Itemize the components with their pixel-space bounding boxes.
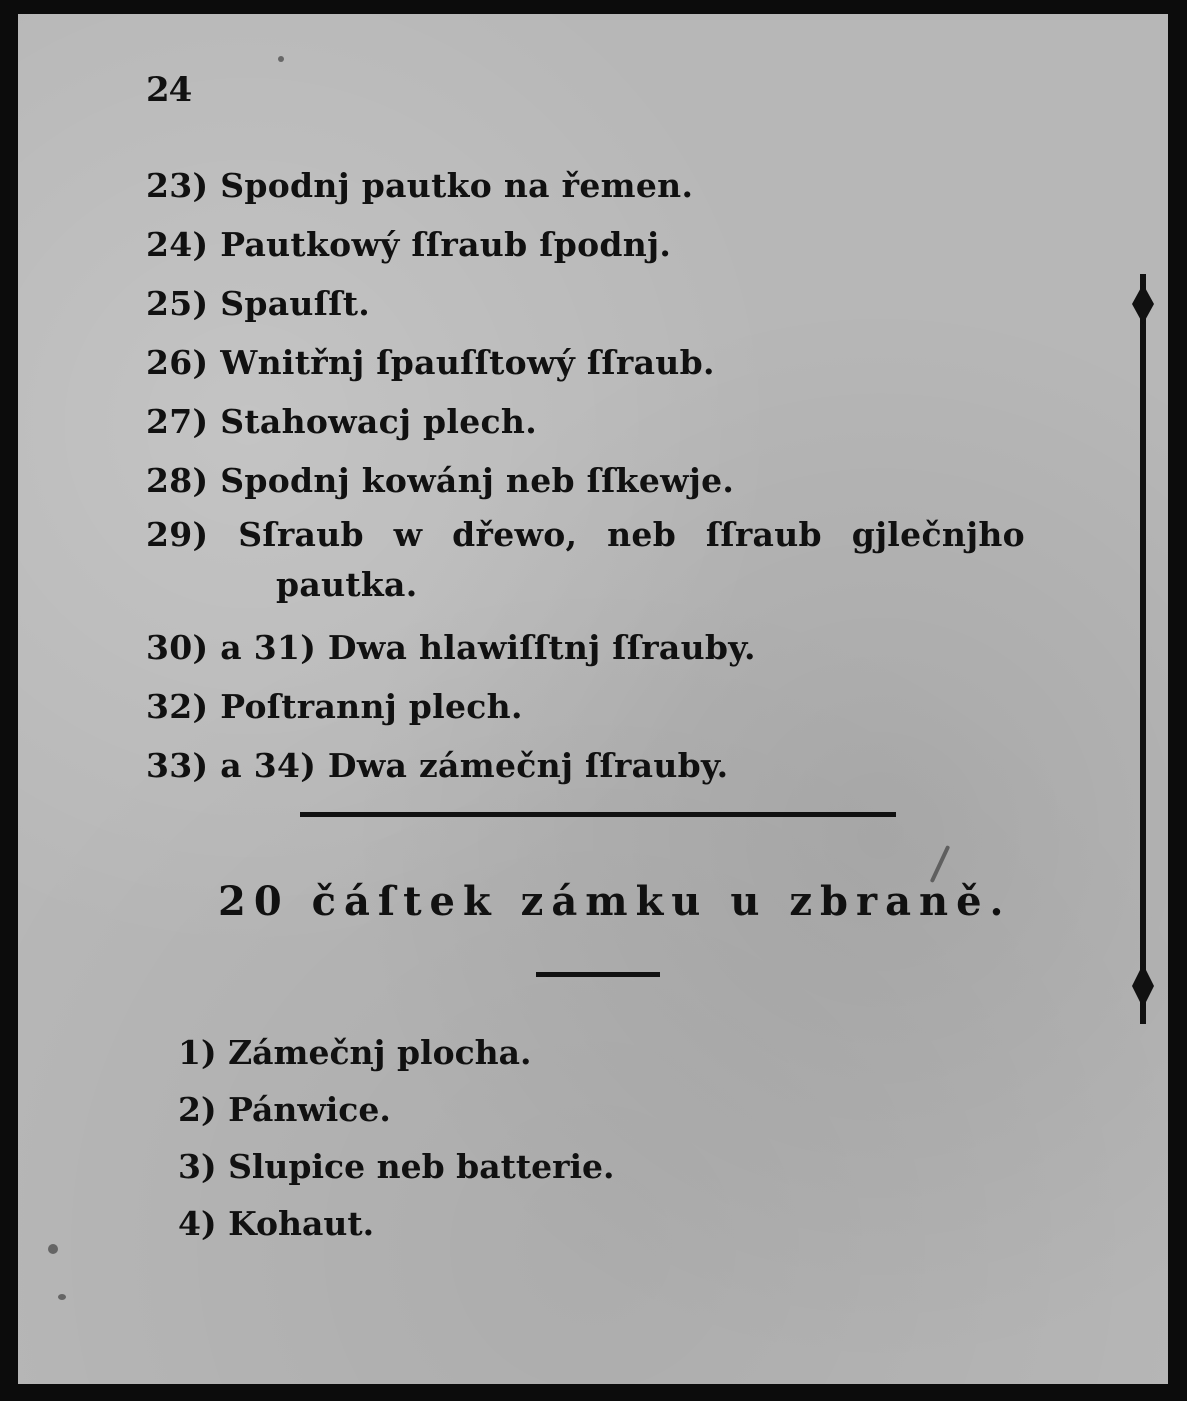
- list-item: 27) Stahowacj plech.: [146, 402, 537, 441]
- list-item: 1) Zámečnj plocha.: [178, 1033, 532, 1072]
- section-divider: [300, 812, 896, 817]
- page-number: 24: [146, 70, 192, 110]
- list-item: 28) Spodnj kowánj neb ſſkewje.: [146, 461, 735, 500]
- list-item: 23) Spodnj pautko na řemen.: [146, 166, 694, 205]
- binding-ornament: [1130, 274, 1156, 1024]
- list-item-continuation: pautka.: [276, 565, 418, 604]
- list-item: 2) Pánwice.: [178, 1090, 391, 1129]
- ink-speck: [58, 1294, 66, 1300]
- list-item: 30) a 31) Dwa hlawiſſtnj ſſrauby.: [146, 628, 756, 667]
- list-item: 26) Wnitřnj ſpauſſtowý ſſraub.: [146, 343, 715, 382]
- list-item-text: 29) Sſraub w dřewo, neb ſſraub gjlečnjho: [146, 515, 1025, 554]
- list-item: 24) Pautkowý ſſraub ſpodnj.: [146, 225, 672, 264]
- list-item: 3) Slupice neb batterie.: [178, 1147, 615, 1186]
- ink-speck: [278, 56, 284, 62]
- book-page: [18, 14, 1168, 1384]
- list-item: [146, 510, 1026, 618]
- list-item: 32) Poſtrannj plech.: [146, 687, 523, 726]
- ink-speck: [48, 1244, 58, 1254]
- section-heading: 20 čáſtek zámku u zbraně.: [218, 878, 1012, 925]
- heading-underline: [536, 972, 660, 977]
- list-item: 33) a 34) Dwa zámečnj ſſrauby.: [146, 746, 729, 785]
- list-item: 25) Spauſſt.: [146, 284, 371, 323]
- list-item: 4) Kohaut.: [178, 1204, 375, 1243]
- lock-parts-list: [178, 1024, 615, 1252]
- parts-list: [146, 156, 1026, 795]
